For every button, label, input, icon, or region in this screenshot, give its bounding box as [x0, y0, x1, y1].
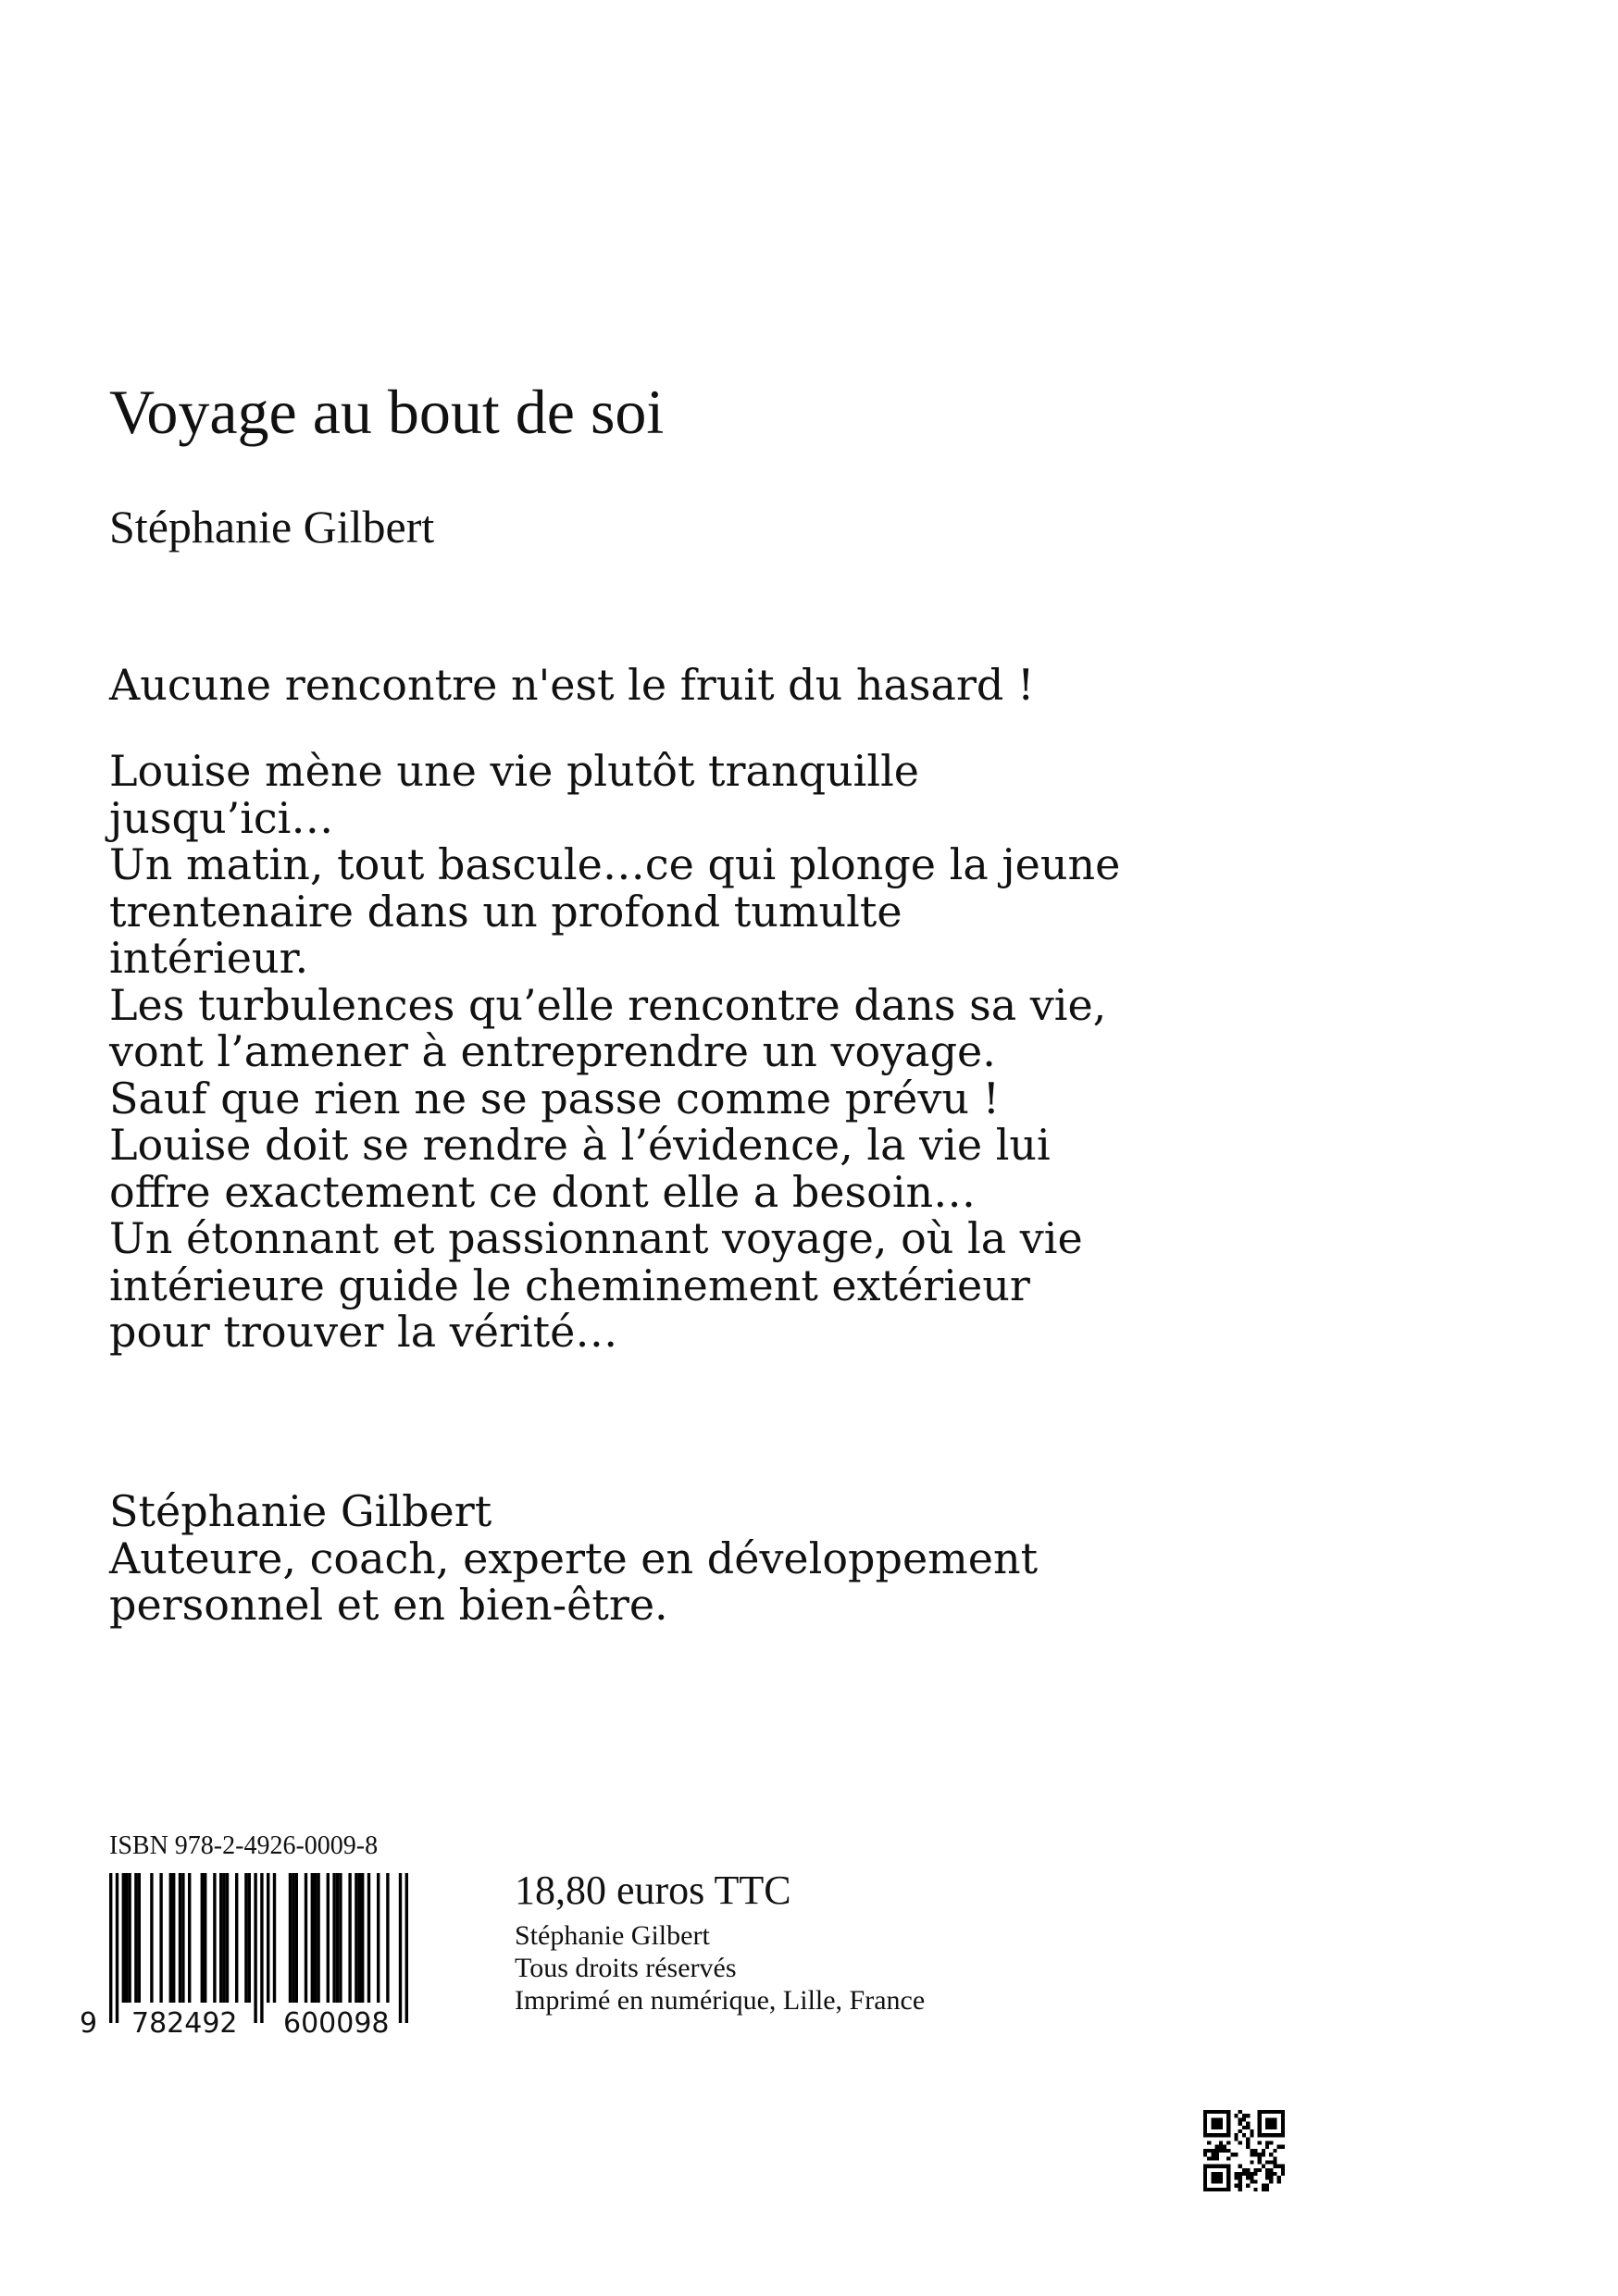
barcode-bar	[267, 1873, 269, 2003]
barcode-bar	[336, 1873, 339, 2003]
blurb-line: Louise mène une vie plutôt tranquille	[109, 746, 920, 796]
barcode-digit-first: 9	[80, 2007, 98, 2040]
blurb-line: jusqu’ici…	[109, 792, 334, 843]
isbn-label: ISBN 978-2-4926-0009-8	[109, 1831, 379, 1860]
barcode-bar	[109, 1873, 112, 2023]
blurb-tagline: Aucune rencontre n'est le fruit du hasard !	[109, 660, 1035, 710]
barcode-bar	[339, 1873, 342, 2003]
barcode-bar	[188, 1873, 191, 2003]
barcode-bar	[128, 1873, 131, 2003]
price: 18,80 euros TTC	[515, 1868, 791, 1913]
barcode-bar	[219, 1873, 222, 2003]
barcode-bar	[332, 1873, 335, 2003]
barcode-bar	[295, 1873, 298, 2003]
barcode-bar	[138, 1873, 141, 2003]
barcode-bar	[226, 1873, 229, 2003]
blurb-line: Les turbulences qu’elle rencontre dans sa vie,	[109, 979, 1107, 1030]
bio-line: Auteure, coach, experte en développement	[109, 1533, 1039, 1583]
barcode-bar	[348, 1873, 351, 2003]
barcode-bar	[405, 1873, 408, 2023]
barcode-bar	[204, 1873, 206, 2003]
blurb-text	[109, 748, 1405, 1356]
barcode-bar	[305, 1873, 307, 2003]
barcode-bar	[150, 1873, 153, 2003]
barcode-bar	[116, 1873, 118, 2023]
blurb-line: Sauf que rien ne se passe comme prévu !	[109, 1073, 1001, 1123]
barcode-bar	[260, 1873, 263, 2023]
author-bio	[109, 1488, 1405, 1629]
barcode-bar	[317, 1873, 319, 2003]
blurb-line: trentenaire dans un profond tumulte	[109, 886, 902, 937]
barcode-bar	[181, 1873, 184, 2003]
barcode-bar	[248, 1873, 251, 2003]
barcode-bar	[244, 1873, 247, 2003]
blurb-line: intérieur.	[109, 933, 309, 983]
barcode-bar	[367, 1873, 370, 2003]
qr-code-icon	[1203, 2110, 1285, 2191]
barcode-bar	[179, 1873, 181, 2003]
barcode-bar	[201, 1873, 204, 2003]
blurb-line: Un matin, tout bascule…ce qui plonge la jeune	[109, 839, 1121, 889]
blurb-line: intérieure guide le cheminement extérieur	[109, 1260, 1030, 1310]
barcode-bar	[314, 1873, 317, 2003]
barcode-bar	[311, 1873, 314, 2003]
barcode-bar	[399, 1873, 402, 2023]
blurb-line: vont l’amener à entreprendre un voyage.	[109, 1026, 996, 1076]
barcode	[76, 1869, 455, 2045]
barcode-bar	[292, 1873, 294, 2003]
barcode-bar	[273, 1873, 276, 2003]
barcode-bar	[254, 1873, 256, 2023]
barcode-bar	[361, 1873, 364, 2003]
barcode-bar	[222, 1873, 225, 2003]
bio-line: personnel et en bien-être.	[109, 1580, 668, 1630]
blurb-line: Louise doit se rendre à l’évidence, la vie lui	[109, 1120, 1051, 1170]
barcode-bar	[289, 1873, 292, 2003]
barcode-bar	[134, 1873, 137, 2003]
barcode-bar	[235, 1873, 238, 2003]
barcode-digits-right: 600098	[283, 2007, 390, 2040]
book-author: Stéphanie Gilbert	[109, 501, 435, 552]
book-title: Voyage au bout de soi	[109, 377, 665, 447]
bio-name: Stéphanie Gilbert	[109, 1486, 492, 1536]
barcode-bar	[377, 1873, 380, 2003]
barcode-bar	[125, 1873, 128, 2003]
barcode-bar	[213, 1873, 216, 2003]
barcode-digits-left: 782492	[131, 2007, 238, 2040]
publisher-name: Stéphanie Gilbert	[515, 1920, 710, 1951]
blurb-line: offre exactement ce dont elle a besoin…	[109, 1166, 977, 1217]
barcode-bar	[386, 1873, 389, 2003]
barcode-bar	[327, 1873, 330, 2003]
printed-notice: Imprimé en numérique, Lille, France	[515, 1985, 926, 2016]
publication-info	[515, 1919, 925, 2017]
blurb-line: Un étonnant et passionnant voyage, où la vie	[109, 1213, 1083, 1263]
barcode-bar	[122, 1873, 125, 2003]
barcode-bar	[169, 1873, 172, 2003]
blurb-line: pour trouver la vérité…	[109, 1307, 618, 1357]
barcode-bar	[172, 1873, 175, 2003]
barcode-bar	[159, 1873, 162, 2003]
barcode-bar	[355, 1873, 357, 2003]
barcode-digits	[76, 2005, 455, 2042]
barcode-bar	[358, 1873, 361, 2003]
rights-notice: Tous droits réservés	[515, 1953, 737, 1983]
